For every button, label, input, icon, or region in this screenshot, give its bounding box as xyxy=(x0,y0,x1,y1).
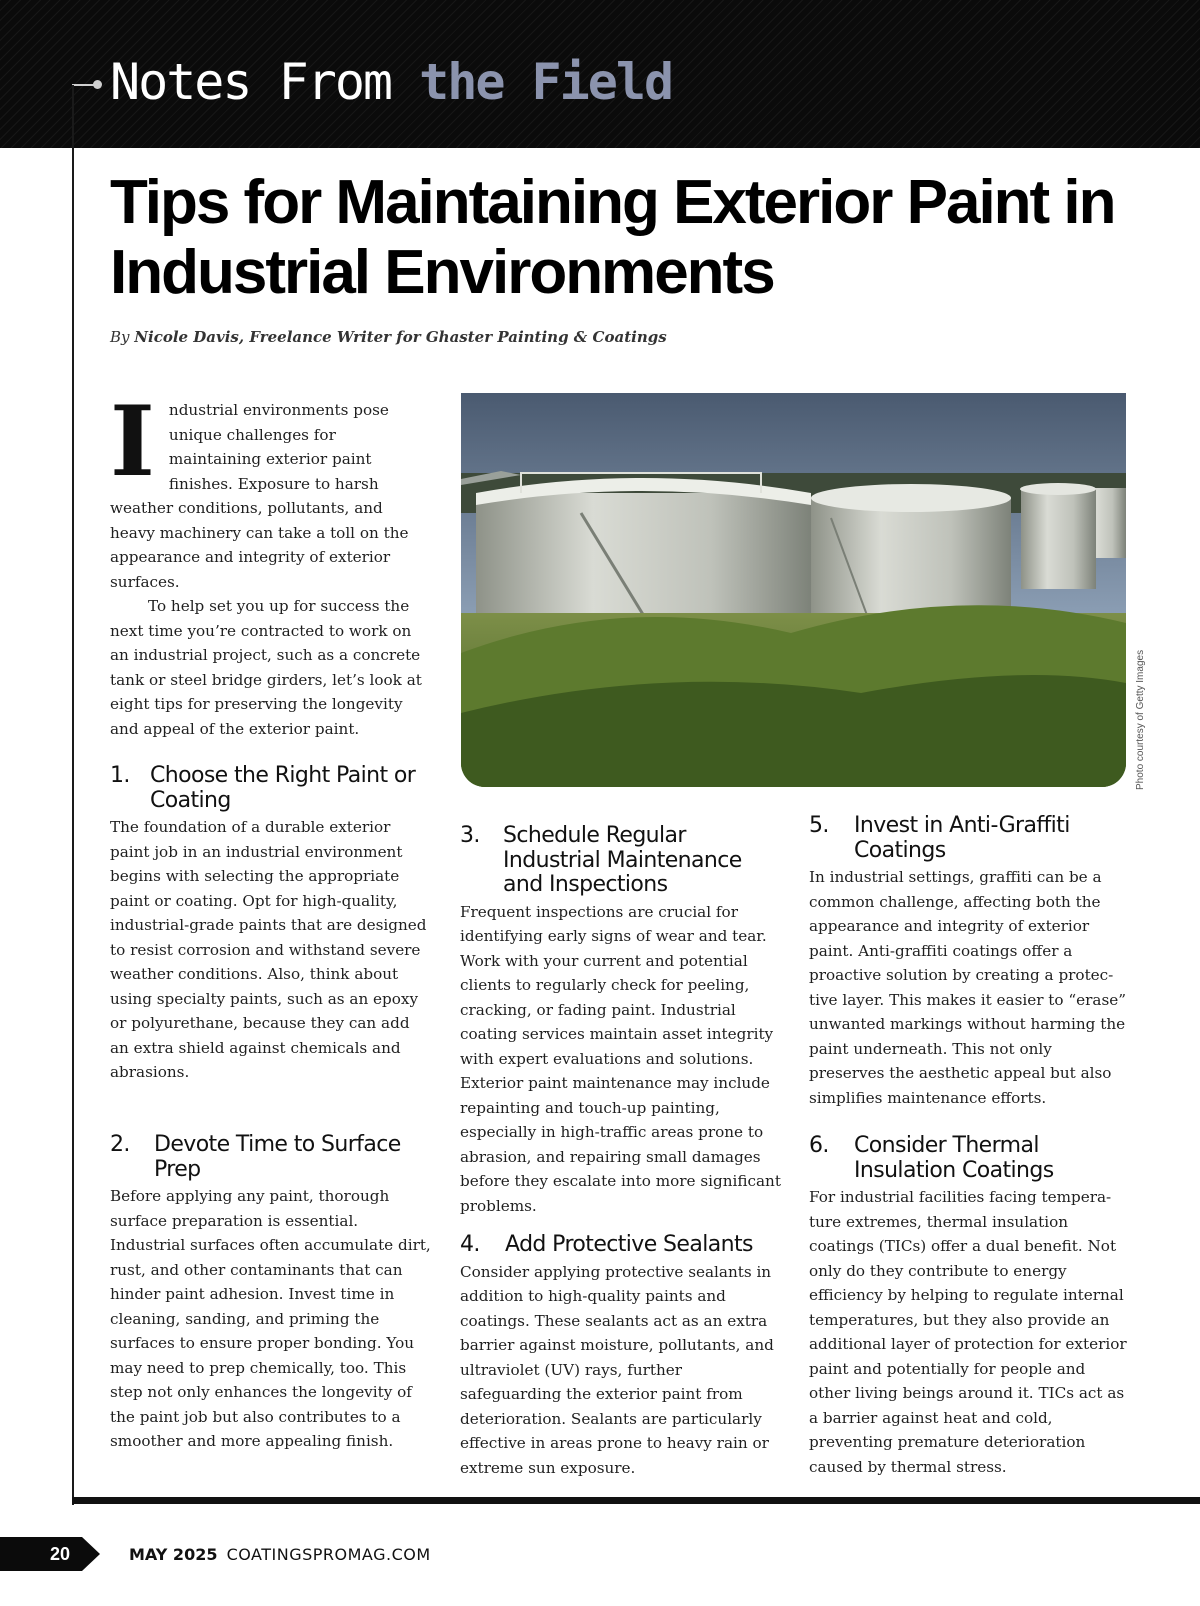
decorative-rule-dot xyxy=(93,80,102,89)
section-3-heading: Schedule Regular Industrial Maintenance and Inspections xyxy=(503,823,742,897)
section-6-title xyxy=(809,1134,1131,1183)
section-4-heading: Add Protective Sealants xyxy=(505,1232,753,1257)
section-1-body: The foundation of a durable exterior paint job in an industrial environment begins with selecting the appropriate paint or coating. Opt for high-quality, industrial-grade paints that are designed to resist corrosion and withstand severe weather conditions. Also, think about using specialty paints, such as an epoxy or polyurethane, because they can add an extra shield against chemicals and abrasions. xyxy=(110,818,427,1081)
section-6 xyxy=(809,1134,1131,1479)
byline-author: Nicole Davis, Freelance Writer for Ghaster Painting & Coatings xyxy=(134,328,667,346)
photo-credit: Photo courtesy of Getty Images xyxy=(1135,649,1146,790)
section-2 xyxy=(110,1133,432,1454)
intro-block xyxy=(110,385,432,741)
section-3-body: Frequent inspections are crucial for identifying early signs of wear and tear. Work with your current and potential clients to regularly check for peeling, cracking, or fading paint. Industrial coating services maintain asset integrity with expert evaluations and solutions. Exterior paint maintenance may include repainting and touch-up painting, especially in high-traffic areas prone to abrasion, and repairing small damages before they escalate into more significant problems. xyxy=(460,902,781,1215)
section-2-number: 2. xyxy=(110,1132,130,1157)
section-3 xyxy=(460,824,782,1218)
section-1 xyxy=(110,764,432,1085)
intro-paragraph-2: To help set you up for success the next time you’re contracted to work on an industrial project, such as a concrete tank or steel bridge girders, let’s look at eight tips for preserving the longevity and appeal of the exterior paint. xyxy=(110,597,422,738)
drop-cap: I xyxy=(110,385,155,498)
decorative-vertical-rule xyxy=(72,85,74,1505)
footer-rule xyxy=(72,1497,1200,1504)
section-5 xyxy=(809,814,1131,1110)
section-3-title xyxy=(460,824,782,898)
section-4-title xyxy=(460,1233,782,1258)
article-headline: Tips for Maintaining Exterior Paint in Industrial Environments xyxy=(110,168,1115,307)
section-1-heading: Choose the Right Paint or Coating xyxy=(150,763,416,813)
issue-date: MAY 2025 xyxy=(129,1545,218,1564)
intro-first-text: ndustrial environments pose unique challenges for maintaining exterior paint finishes. Exposure to harsh weather conditions, pollutants, and heavy machinery can take a toll on the appearance and integrity of exterior surfaces. xyxy=(110,401,409,591)
section-5-number: 5. xyxy=(809,813,829,838)
section-6-body: For industrial facilities facing temperature extremes, thermal insulation coatings (TICs) offer a dual benefit. Not only do they contribute to energy efficiency by helping to regulate internal temperatures, but they also provide an additional layer of protection for exterior paint and potentially for people and other living beings around it. TICs act as a barrier against heat and cold, preventing premature deterioration caused by thermal stress. xyxy=(809,1188,1127,1476)
section-4 xyxy=(460,1233,782,1480)
storage-tanks-photo xyxy=(461,393,1126,787)
kicker-accent-text: the Field xyxy=(419,53,673,111)
section-5-heading: Invest in Anti-Graffiti Coatings xyxy=(854,813,1070,863)
section-6-number: 6. xyxy=(809,1133,829,1158)
section-2-title xyxy=(110,1133,432,1182)
section-4-body: Consider applying protective sealants in addition to high-quality paints and coatings. These sealants act as an extra barrier against moisture, pollutants, and ultraviolet (UV) rays, further safeguarding the exterior paint from deterioration. Sealants are particularly effective in areas prone to heavy rain or extreme sun exposure. xyxy=(460,1262,774,1477)
magazine-site: COATINGSPROMAG.COM xyxy=(226,1545,431,1564)
footer-folio xyxy=(129,1543,431,1567)
byline-prefix: By xyxy=(110,328,130,346)
section-5-title xyxy=(809,814,1131,863)
page-number: 20 xyxy=(50,1544,71,1564)
byline xyxy=(110,328,667,346)
section-2-body: Before applying any paint, thorough surface preparation is essential. Industrial surfaces often accumulate dirt, rust, and other contaminants that can hinder paint adhesion. Invest time in cleaning, sanding, and priming the surfaces to ensure proper bonding. You may need to prep chemically, too. This step not only enhances the longevity of the paint job but also contributes to a smoother and more appealing finish. xyxy=(110,1187,431,1450)
section-3-number: 3. xyxy=(460,823,480,848)
section-1-title xyxy=(110,764,432,813)
intro-paragraph-1 xyxy=(110,385,432,594)
section-4-number: 4. xyxy=(460,1232,480,1257)
section-6-heading: Consider Thermal Insulation Coatings xyxy=(854,1133,1054,1183)
section-kicker xyxy=(110,52,672,112)
section-5-body: In industrial settings, graffiti can be a common challenge, affecting both the appearance and integrity of exterior paint. Anti-graffiti coatings offer a proactive solution by creating a protective layer. This makes it easier to “erase” unwanted markings without harming the paint underneath. This not only preserves the aesthetic appeal but also simplifies maintenance efforts. xyxy=(809,868,1126,1107)
kicker-light-text: Notes From xyxy=(110,53,392,111)
section-1-number: 1. xyxy=(110,763,130,788)
section-2-heading: Devote Time to Surface Prep xyxy=(154,1132,401,1182)
